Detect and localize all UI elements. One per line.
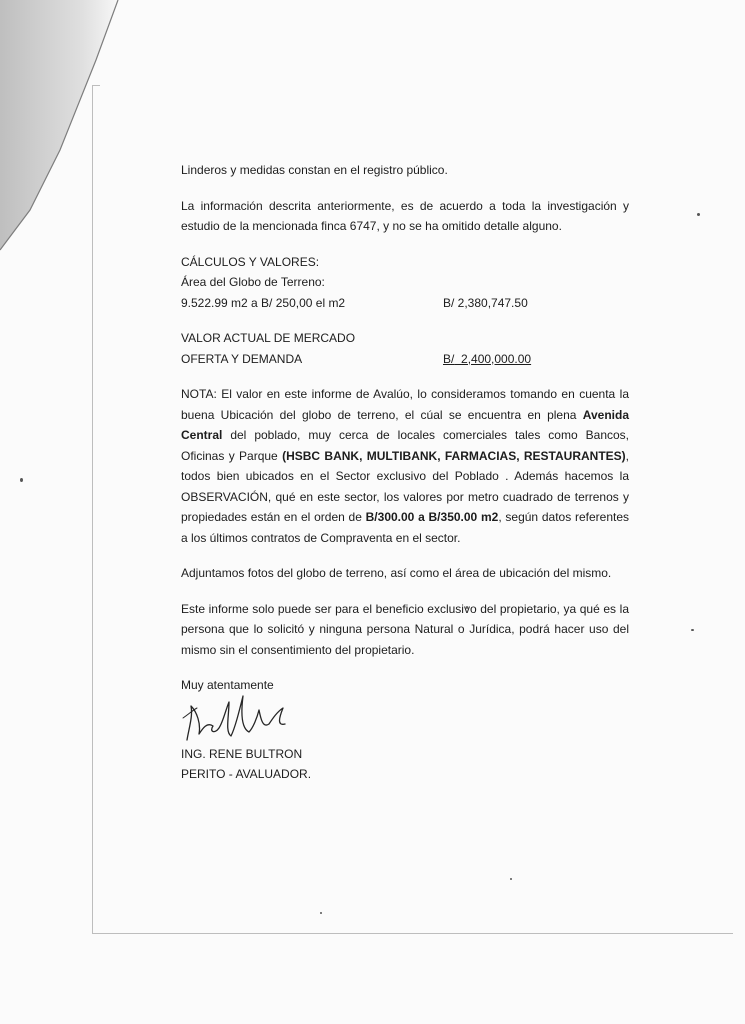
nota-paragraph bbox=[181, 384, 629, 548]
nota-bold-avenida: Avenida Central bbox=[181, 407, 629, 442]
signature-area bbox=[181, 696, 629, 744]
informacion-paragraph: La información descrita anteriormente, es de acuerdo a toda la investigación y estudio de la mencionada finca 6747, y no se ha omitido detalle alguno. bbox=[181, 198, 629, 233]
nota-text-1: NOTA: El valor en este informe de Avalúo, lo consideramos tomando en cuenta la buena Ubicación del globo de terreno, el cúal se encuentra en plena bbox=[181, 387, 629, 422]
linderos-paragraph: Linderos y medidas constan en el registro público. bbox=[181, 163, 448, 177]
area-calculation: 9.522.99 m2 a B/ 250,00 el m2 bbox=[181, 295, 346, 310]
market-value-prefix: B/ bbox=[443, 351, 455, 366]
document-body bbox=[181, 160, 629, 785]
oferta-demanda-label: OFERTA Y DEMANDA bbox=[181, 351, 303, 366]
oferta-demanda-row bbox=[181, 349, 629, 370]
signer-name: ING. RENE BULTRON bbox=[181, 746, 303, 761]
scan-speck bbox=[320, 912, 322, 914]
nota-bold-precio: B/300.00 a B/350.00 m2 bbox=[365, 510, 499, 524]
informe-paragraph: Este informe solo puede ser para el beneficio exclusivo del propietario, ya qué es la persona que lo solicitó y ninguna persona Natural o Jurídica, podrá hacer uso del mismo sin el consentimiento del propietario. bbox=[181, 601, 629, 657]
scan-speck bbox=[697, 213, 700, 216]
handwritten-signature bbox=[179, 688, 299, 748]
page-border-top bbox=[92, 85, 100, 86]
area-row bbox=[181, 293, 629, 314]
scan-speck bbox=[20, 478, 23, 482]
fotos-paragraph: Adjuntamos fotos del globo de terreno, así como el área de ubicación del mismo. bbox=[181, 566, 612, 580]
area-value: B/ 2,380,747.50 bbox=[443, 295, 528, 310]
signer-title: PERITO - AVALUADOR. bbox=[181, 767, 312, 781]
nota-text-2: del poblado, muy cerca de locales comerciales tales como Bancos, Oficinas y Parque bbox=[181, 428, 629, 463]
area-label: Área del Globo de Terreno: bbox=[181, 275, 325, 289]
scan-speck bbox=[691, 629, 694, 631]
calculos-heading: CÁLCULOS Y VALORES: bbox=[181, 254, 320, 269]
scan-speck bbox=[510, 878, 512, 880]
nota-text-3: , todos bien ubicados en el Sector exclusivo del Poblado . Además hacemos la OBSERVACIÓN, qué en este sector, los valores por metro cuadrado de terrenos y propiedades están en el orden de bbox=[181, 448, 629, 524]
valor-mercado-label: VALOR ACTUAL DE MERCADO bbox=[181, 331, 356, 345]
nota-text-4: , según datos referentes a los últimos contratos de Compraventa en el sector. bbox=[181, 510, 629, 545]
market-value bbox=[443, 349, 531, 370]
nota-bold-locales: (HSBC BANK, MULTIBANK, FARMACIAS, RESTAURANTES) bbox=[282, 448, 626, 463]
market-value-amount: 2,400,000.00 bbox=[461, 351, 532, 366]
closing-text: Muy atentamente bbox=[181, 678, 274, 692]
